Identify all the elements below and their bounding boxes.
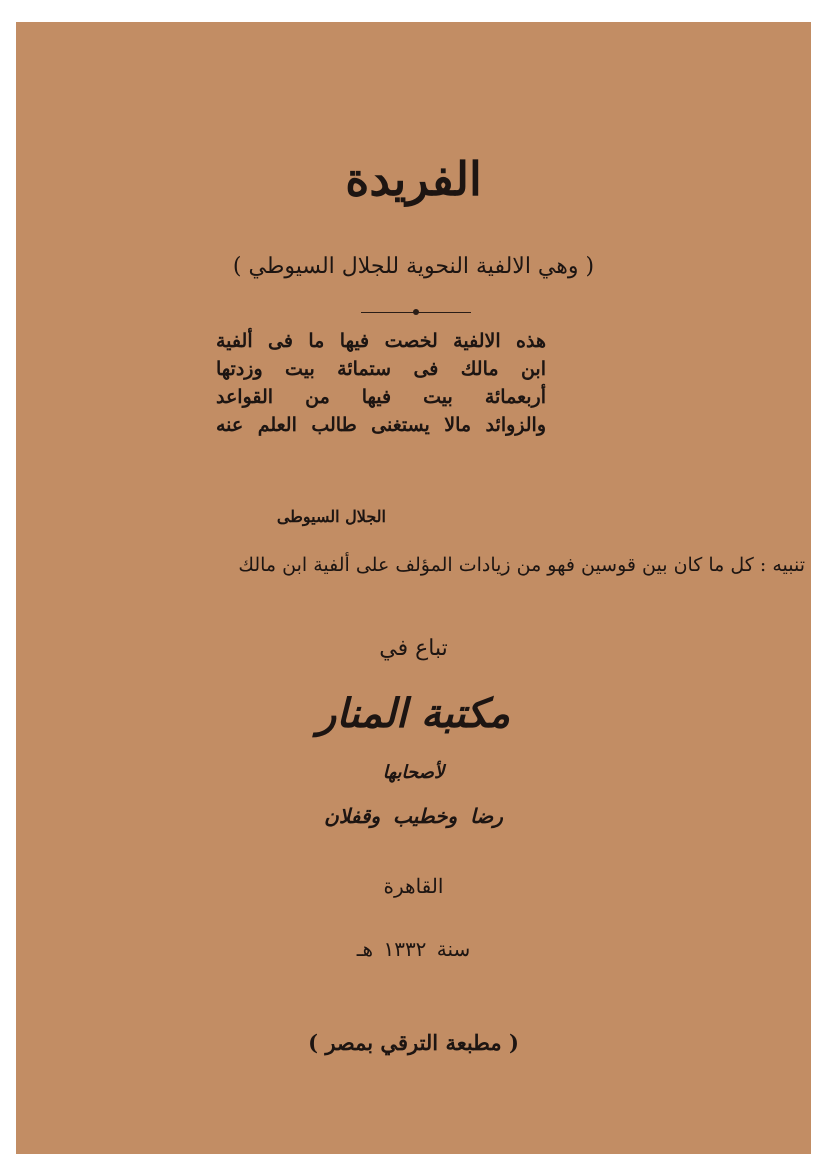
intro-line: والزوائد مالا يستغنى طالب العلم عنه bbox=[216, 414, 546, 436]
press-name: ( مطبعة الترقي بمصر ) bbox=[308, 1030, 519, 1055]
sold-at-label: تباع في bbox=[379, 636, 448, 661]
author-signature: الجلال السيوطى bbox=[276, 507, 386, 526]
intro-line: هذه الالفية لخصت فيها ما فى ألفية bbox=[216, 330, 546, 352]
title-page bbox=[16, 22, 811, 1154]
divider-dot bbox=[413, 309, 419, 315]
city-name: القاهرة bbox=[383, 874, 444, 898]
publisher-name: مكتبة المنار bbox=[316, 690, 511, 737]
intro-line: ابن مالك فى ستمائة بيت وزدتها bbox=[216, 358, 546, 380]
book-title: الفريدة bbox=[345, 152, 482, 206]
owners-label: لأصحابها bbox=[382, 762, 445, 783]
owners-names: رضا وخطيب وقفلان bbox=[324, 804, 503, 828]
book-subtitle: ( وهي الالفية النحوية للجلال السيوطي ) bbox=[232, 254, 595, 279]
note-line: تنبيه : كل ما كان بين قوسين فهو من زيادات المؤلف على ألفية ابن مالك bbox=[238, 554, 805, 576]
publication-year: سنة ١٣٣٢ هـ bbox=[356, 937, 471, 961]
intro-paragraph bbox=[216, 327, 546, 439]
intro-line: أربعمائة بيت فيها من القواعد bbox=[216, 386, 546, 408]
